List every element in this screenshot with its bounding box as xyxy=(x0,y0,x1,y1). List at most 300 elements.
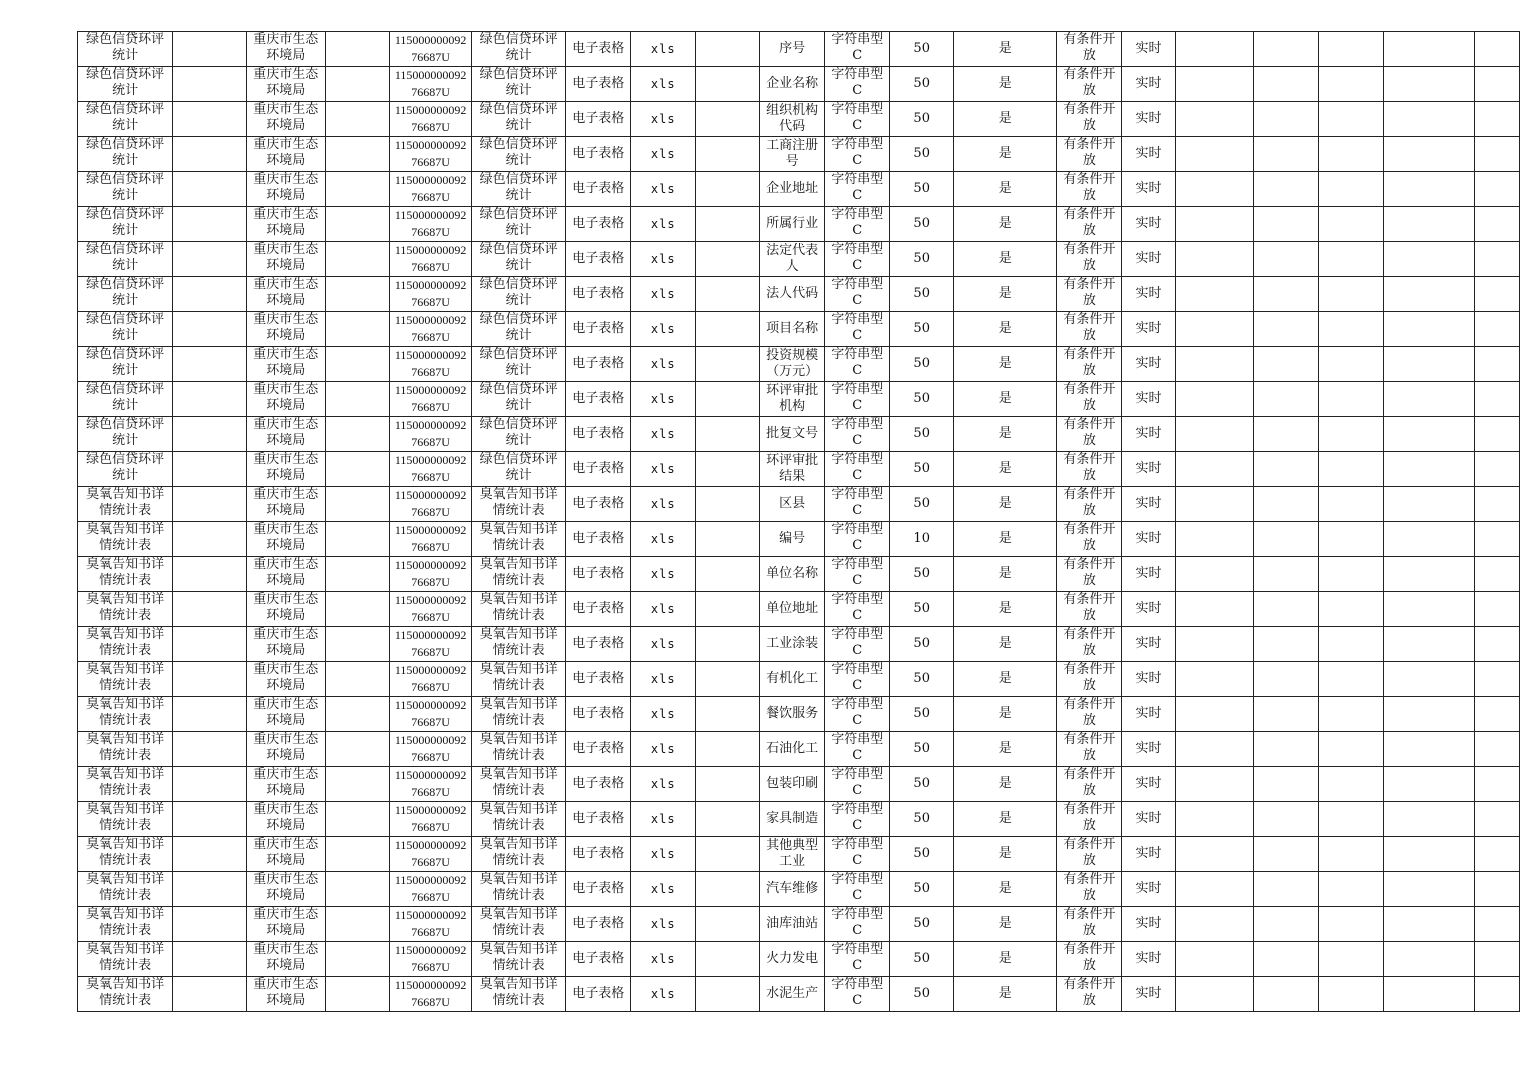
cell-open-type: 有条件开放 xyxy=(1057,452,1122,487)
cell-data-type: 字符串型C xyxy=(825,32,890,67)
cell-length: 50 xyxy=(890,312,954,347)
cell-update-cycle: 实时 xyxy=(1122,942,1175,977)
cell-format: 电子表格 xyxy=(566,102,631,137)
cell-provider-dept: 重庆市生态环境局 xyxy=(246,732,325,767)
cell-empty xyxy=(1175,242,1253,277)
cell-catalog-name: 臭氧告知书详情统计表 xyxy=(78,802,173,837)
cell-format: 电子表格 xyxy=(566,522,631,557)
cell-update-cycle: 实时 xyxy=(1122,732,1175,767)
cell-empty xyxy=(325,347,390,382)
cell-empty xyxy=(1175,417,1253,452)
cell-empty xyxy=(1254,312,1319,347)
cell-empty xyxy=(1318,347,1383,382)
cell-data-type: 字符串型C xyxy=(825,417,890,452)
cell-empty xyxy=(1175,662,1253,697)
cell-empty xyxy=(696,522,760,557)
cell-resource-name: 臭氧告知书详情统计表 xyxy=(471,767,565,802)
cell-extension: xls xyxy=(631,312,696,347)
cell-empty xyxy=(325,837,390,872)
cell-catalog-name: 臭氧告知书详情统计表 xyxy=(78,627,173,662)
cell-empty xyxy=(1175,102,1253,137)
cell-field-name: 工业涂装 xyxy=(759,627,824,662)
cell-empty xyxy=(1383,67,1474,102)
cell-data-type: 字符串型C xyxy=(825,907,890,942)
cell-update-cycle: 实时 xyxy=(1122,522,1175,557)
cell-empty xyxy=(1318,417,1383,452)
cell-length: 50 xyxy=(890,277,954,312)
cell-empty xyxy=(696,942,760,977)
cell-empty xyxy=(1318,487,1383,522)
cell-open-type: 有条件开放 xyxy=(1057,137,1122,172)
cell-empty xyxy=(325,277,390,312)
cell-org-code: 11500000009276687U xyxy=(390,32,472,67)
cell-resource-name: 绿色信贷环评统计 xyxy=(471,102,565,137)
cell-empty xyxy=(325,907,390,942)
cell-empty xyxy=(696,732,760,767)
cell-org-code: 11500000009276687U xyxy=(390,732,472,767)
table-row xyxy=(78,837,1520,872)
cell-empty xyxy=(1254,417,1319,452)
cell-empty xyxy=(696,697,760,732)
cell-empty xyxy=(1474,942,1519,977)
cell-format: 电子表格 xyxy=(566,977,631,1012)
cell-empty xyxy=(1175,347,1253,382)
cell-extension: xls xyxy=(631,67,696,102)
cell-open-type: 有条件开放 xyxy=(1057,697,1122,732)
cell-empty xyxy=(1474,977,1519,1012)
cell-empty xyxy=(1254,802,1319,837)
cell-empty xyxy=(1383,382,1474,417)
cell-data-type: 字符串型C xyxy=(825,102,890,137)
cell-empty xyxy=(1254,977,1319,1012)
cell-empty xyxy=(1474,417,1519,452)
cell-empty xyxy=(1383,487,1474,522)
cell-empty xyxy=(696,277,760,312)
table-row xyxy=(78,662,1520,697)
cell-open-type: 有条件开放 xyxy=(1057,732,1122,767)
table-body xyxy=(78,32,1520,1012)
cell-open-type: 有条件开放 xyxy=(1057,487,1122,522)
cell-required: 是 xyxy=(954,382,1057,417)
cell-empty xyxy=(1175,907,1253,942)
cell-org-code: 11500000009276687U xyxy=(390,557,472,592)
cell-open-type: 有条件开放 xyxy=(1057,277,1122,312)
cell-empty xyxy=(173,837,247,872)
cell-update-cycle: 实时 xyxy=(1122,417,1175,452)
cell-catalog-name: 绿色信贷环评统计 xyxy=(78,67,173,102)
cell-format: 电子表格 xyxy=(566,277,631,312)
cell-org-code: 11500000009276687U xyxy=(390,347,472,382)
cell-required: 是 xyxy=(954,67,1057,102)
cell-empty xyxy=(696,382,760,417)
cell-empty xyxy=(173,697,247,732)
cell-length: 50 xyxy=(890,767,954,802)
cell-empty xyxy=(1474,32,1519,67)
cell-extension: xls xyxy=(631,907,696,942)
cell-length: 50 xyxy=(890,67,954,102)
cell-empty xyxy=(1318,592,1383,627)
cell-length: 50 xyxy=(890,137,954,172)
cell-field-name: 编号 xyxy=(759,522,824,557)
cell-length: 50 xyxy=(890,557,954,592)
cell-empty xyxy=(173,382,247,417)
cell-empty xyxy=(1254,347,1319,382)
cell-data-type: 字符串型C xyxy=(825,592,890,627)
cell-data-type: 字符串型C xyxy=(825,522,890,557)
cell-resource-name: 臭氧告知书详情统计表 xyxy=(471,837,565,872)
cell-empty xyxy=(325,137,390,172)
cell-required: 是 xyxy=(954,907,1057,942)
cell-update-cycle: 实时 xyxy=(1122,872,1175,907)
cell-org-code: 11500000009276687U xyxy=(390,662,472,697)
cell-empty xyxy=(1254,872,1319,907)
cell-empty xyxy=(1474,872,1519,907)
cell-data-type: 字符串型C xyxy=(825,207,890,242)
cell-empty xyxy=(1383,207,1474,242)
cell-data-type: 字符串型C xyxy=(825,67,890,102)
cell-org-code: 11500000009276687U xyxy=(390,312,472,347)
cell-empty xyxy=(1383,697,1474,732)
cell-resource-name: 绿色信贷环评统计 xyxy=(471,347,565,382)
cell-empty xyxy=(1474,767,1519,802)
cell-extension: xls xyxy=(631,662,696,697)
cell-required: 是 xyxy=(954,347,1057,382)
cell-empty xyxy=(696,662,760,697)
cell-empty xyxy=(325,627,390,662)
cell-open-type: 有条件开放 xyxy=(1057,662,1122,697)
cell-length: 50 xyxy=(890,102,954,137)
cell-provider-dept: 重庆市生态环境局 xyxy=(246,67,325,102)
cell-empty xyxy=(1383,277,1474,312)
cell-open-type: 有条件开放 xyxy=(1057,102,1122,137)
cell-empty xyxy=(1175,382,1253,417)
cell-format: 电子表格 xyxy=(566,872,631,907)
cell-catalog-name: 绿色信贷环评统计 xyxy=(78,312,173,347)
cell-length: 50 xyxy=(890,347,954,382)
cell-extension: xls xyxy=(631,522,696,557)
cell-empty xyxy=(1175,172,1253,207)
cell-field-name: 项目名称 xyxy=(759,312,824,347)
cell-empty xyxy=(1254,732,1319,767)
cell-empty xyxy=(173,592,247,627)
cell-org-code: 11500000009276687U xyxy=(390,767,472,802)
cell-empty xyxy=(696,417,760,452)
cell-field-name: 汽车维修 xyxy=(759,872,824,907)
cell-empty xyxy=(696,767,760,802)
cell-empty xyxy=(1318,102,1383,137)
cell-open-type: 有条件开放 xyxy=(1057,522,1122,557)
cell-resource-name: 绿色信贷环评统计 xyxy=(471,137,565,172)
cell-resource-name: 绿色信贷环评统计 xyxy=(471,32,565,67)
table-row xyxy=(78,732,1520,767)
cell-empty xyxy=(173,942,247,977)
cell-extension: xls xyxy=(631,697,696,732)
cell-data-type: 字符串型C xyxy=(825,697,890,732)
cell-length: 50 xyxy=(890,242,954,277)
cell-open-type: 有条件开放 xyxy=(1057,627,1122,662)
cell-empty xyxy=(173,977,247,1012)
cell-required: 是 xyxy=(954,277,1057,312)
cell-extension: xls xyxy=(631,802,696,837)
table-row xyxy=(78,452,1520,487)
cell-provider-dept: 重庆市生态环境局 xyxy=(246,207,325,242)
cell-empty xyxy=(1318,382,1383,417)
cell-required: 是 xyxy=(954,767,1057,802)
cell-field-name: 区县 xyxy=(759,487,824,522)
cell-extension: xls xyxy=(631,487,696,522)
cell-catalog-name: 绿色信贷环评统计 xyxy=(78,207,173,242)
cell-empty xyxy=(696,557,760,592)
cell-empty xyxy=(1175,627,1253,662)
cell-data-type: 字符串型C xyxy=(825,627,890,662)
cell-data-type: 字符串型C xyxy=(825,242,890,277)
cell-empty xyxy=(1175,522,1253,557)
cell-empty xyxy=(1254,102,1319,137)
table-row xyxy=(78,767,1520,802)
cell-empty xyxy=(1318,32,1383,67)
cell-empty xyxy=(325,207,390,242)
cell-empty xyxy=(325,102,390,137)
cell-format: 电子表格 xyxy=(566,942,631,977)
cell-provider-dept: 重庆市生态环境局 xyxy=(246,312,325,347)
cell-required: 是 xyxy=(954,102,1057,137)
cell-org-code: 11500000009276687U xyxy=(390,102,472,137)
cell-org-code: 11500000009276687U xyxy=(390,137,472,172)
cell-catalog-name: 绿色信贷环评统计 xyxy=(78,102,173,137)
cell-empty xyxy=(1254,67,1319,102)
cell-resource-name: 绿色信贷环评统计 xyxy=(471,67,565,102)
cell-update-cycle: 实时 xyxy=(1122,347,1175,382)
cell-empty xyxy=(1318,67,1383,102)
catalog-table xyxy=(77,31,1520,1012)
cell-empty xyxy=(1318,942,1383,977)
cell-format: 电子表格 xyxy=(566,417,631,452)
cell-data-type: 字符串型C xyxy=(825,942,890,977)
cell-open-type: 有条件开放 xyxy=(1057,907,1122,942)
cell-field-name: 包装印刷 xyxy=(759,767,824,802)
cell-update-cycle: 实时 xyxy=(1122,207,1175,242)
cell-empty xyxy=(1474,452,1519,487)
cell-empty xyxy=(1318,557,1383,592)
cell-empty xyxy=(325,382,390,417)
cell-empty xyxy=(696,347,760,382)
cell-length: 50 xyxy=(890,592,954,627)
cell-extension: xls xyxy=(631,452,696,487)
cell-catalog-name: 臭氧告知书详情统计表 xyxy=(78,697,173,732)
cell-required: 是 xyxy=(954,627,1057,662)
table-row xyxy=(78,977,1520,1012)
cell-empty xyxy=(325,452,390,487)
cell-open-type: 有条件开放 xyxy=(1057,67,1122,102)
cell-open-type: 有条件开放 xyxy=(1057,382,1122,417)
cell-open-type: 有条件开放 xyxy=(1057,172,1122,207)
cell-empty xyxy=(696,32,760,67)
table-row xyxy=(78,347,1520,382)
cell-data-type: 字符串型C xyxy=(825,312,890,347)
cell-format: 电子表格 xyxy=(566,767,631,802)
cell-length: 50 xyxy=(890,837,954,872)
cell-empty xyxy=(325,417,390,452)
cell-resource-name: 绿色信贷环评统计 xyxy=(471,277,565,312)
cell-required: 是 xyxy=(954,312,1057,347)
cell-field-name: 有机化工 xyxy=(759,662,824,697)
cell-empty xyxy=(1474,697,1519,732)
cell-catalog-name: 臭氧告知书详情统计表 xyxy=(78,557,173,592)
cell-update-cycle: 实时 xyxy=(1122,452,1175,487)
cell-empty xyxy=(696,872,760,907)
cell-catalog-name: 绿色信贷环评统计 xyxy=(78,277,173,312)
cell-empty xyxy=(325,802,390,837)
cell-org-code: 11500000009276687U xyxy=(390,487,472,522)
cell-provider-dept: 重庆市生态环境局 xyxy=(246,32,325,67)
cell-catalog-name: 臭氧告知书详情统计表 xyxy=(78,942,173,977)
cell-empty xyxy=(1175,732,1253,767)
cell-empty xyxy=(1474,347,1519,382)
cell-required: 是 xyxy=(954,942,1057,977)
table-row xyxy=(78,557,1520,592)
cell-empty xyxy=(1474,277,1519,312)
cell-field-name: 法人代码 xyxy=(759,277,824,312)
cell-empty xyxy=(325,32,390,67)
cell-required: 是 xyxy=(954,557,1057,592)
cell-empty xyxy=(1474,557,1519,592)
cell-empty xyxy=(325,767,390,802)
cell-empty xyxy=(1318,312,1383,347)
cell-required: 是 xyxy=(954,977,1057,1012)
cell-empty xyxy=(173,242,247,277)
cell-extension: xls xyxy=(631,942,696,977)
cell-update-cycle: 实时 xyxy=(1122,907,1175,942)
cell-update-cycle: 实时 xyxy=(1122,627,1175,662)
cell-empty xyxy=(1318,522,1383,557)
cell-update-cycle: 实时 xyxy=(1122,487,1175,522)
cell-empty xyxy=(1383,907,1474,942)
cell-field-name: 家具制造 xyxy=(759,802,824,837)
cell-provider-dept: 重庆市生态环境局 xyxy=(246,592,325,627)
cell-provider-dept: 重庆市生态环境局 xyxy=(246,942,325,977)
cell-empty xyxy=(173,102,247,137)
cell-resource-name: 臭氧告知书详情统计表 xyxy=(471,522,565,557)
cell-empty xyxy=(1474,172,1519,207)
cell-open-type: 有条件开放 xyxy=(1057,242,1122,277)
cell-empty xyxy=(1474,522,1519,557)
cell-data-type: 字符串型C xyxy=(825,767,890,802)
cell-provider-dept: 重庆市生态环境局 xyxy=(246,697,325,732)
cell-empty xyxy=(1383,102,1474,137)
cell-data-type: 字符串型C xyxy=(825,662,890,697)
cell-required: 是 xyxy=(954,137,1057,172)
cell-length: 10 xyxy=(890,522,954,557)
table-row xyxy=(78,942,1520,977)
cell-length: 50 xyxy=(890,907,954,942)
cell-format: 电子表格 xyxy=(566,452,631,487)
cell-empty xyxy=(1318,452,1383,487)
cell-update-cycle: 实时 xyxy=(1122,32,1175,67)
cell-empty xyxy=(173,277,247,312)
cell-field-name: 其他典型工业 xyxy=(759,837,824,872)
cell-empty xyxy=(173,137,247,172)
cell-org-code: 11500000009276687U xyxy=(390,592,472,627)
cell-required: 是 xyxy=(954,592,1057,627)
cell-empty xyxy=(1383,137,1474,172)
cell-catalog-name: 绿色信贷环评统计 xyxy=(78,32,173,67)
cell-field-name: 单位地址 xyxy=(759,592,824,627)
cell-empty xyxy=(325,312,390,347)
cell-empty xyxy=(1318,627,1383,662)
cell-length: 50 xyxy=(890,452,954,487)
cell-empty xyxy=(1254,242,1319,277)
cell-extension: xls xyxy=(631,137,696,172)
cell-data-type: 字符串型C xyxy=(825,487,890,522)
cell-format: 电子表格 xyxy=(566,697,631,732)
cell-field-name: 企业名称 xyxy=(759,67,824,102)
cell-empty xyxy=(696,452,760,487)
cell-data-type: 字符串型C xyxy=(825,557,890,592)
cell-empty xyxy=(1175,67,1253,102)
cell-field-name: 法定代表人 xyxy=(759,242,824,277)
cell-format: 电子表格 xyxy=(566,242,631,277)
cell-format: 电子表格 xyxy=(566,32,631,67)
cell-field-name: 组织机构代码 xyxy=(759,102,824,137)
cell-update-cycle: 实时 xyxy=(1122,137,1175,172)
cell-empty xyxy=(696,592,760,627)
cell-org-code: 11500000009276687U xyxy=(390,627,472,662)
cell-empty xyxy=(1175,767,1253,802)
cell-required: 是 xyxy=(954,522,1057,557)
cell-required: 是 xyxy=(954,172,1057,207)
cell-org-code: 11500000009276687U xyxy=(390,697,472,732)
cell-resource-name: 绿色信贷环评统计 xyxy=(471,242,565,277)
cell-org-code: 11500000009276687U xyxy=(390,277,472,312)
table-row xyxy=(78,627,1520,662)
table-row xyxy=(78,207,1520,242)
cell-empty xyxy=(325,977,390,1012)
cell-empty xyxy=(1175,32,1253,67)
cell-empty xyxy=(696,242,760,277)
cell-empty xyxy=(1254,557,1319,592)
cell-catalog-name: 臭氧告知书详情统计表 xyxy=(78,767,173,802)
cell-empty xyxy=(325,172,390,207)
cell-org-code: 11500000009276687U xyxy=(390,207,472,242)
cell-empty xyxy=(696,172,760,207)
cell-open-type: 有条件开放 xyxy=(1057,802,1122,837)
cell-length: 50 xyxy=(890,732,954,767)
cell-format: 电子表格 xyxy=(566,662,631,697)
cell-resource-name: 绿色信贷环评统计 xyxy=(471,172,565,207)
cell-update-cycle: 实时 xyxy=(1122,242,1175,277)
cell-resource-name: 绿色信贷环评统计 xyxy=(471,312,565,347)
cell-length: 50 xyxy=(890,942,954,977)
cell-field-name: 企业地址 xyxy=(759,172,824,207)
cell-org-code: 11500000009276687U xyxy=(390,872,472,907)
cell-empty xyxy=(1383,522,1474,557)
cell-empty xyxy=(173,627,247,662)
cell-empty xyxy=(1254,32,1319,67)
cell-empty xyxy=(173,487,247,522)
cell-format: 电子表格 xyxy=(566,627,631,662)
cell-update-cycle: 实时 xyxy=(1122,277,1175,312)
table-row xyxy=(78,907,1520,942)
cell-empty xyxy=(1254,592,1319,627)
cell-required: 是 xyxy=(954,242,1057,277)
cell-org-code: 11500000009276687U xyxy=(390,417,472,452)
cell-empty xyxy=(1318,872,1383,907)
cell-empty xyxy=(1318,662,1383,697)
cell-catalog-name: 臭氧告知书详情统计表 xyxy=(78,662,173,697)
cell-update-cycle: 实时 xyxy=(1122,697,1175,732)
cell-empty xyxy=(1383,732,1474,767)
cell-length: 50 xyxy=(890,662,954,697)
